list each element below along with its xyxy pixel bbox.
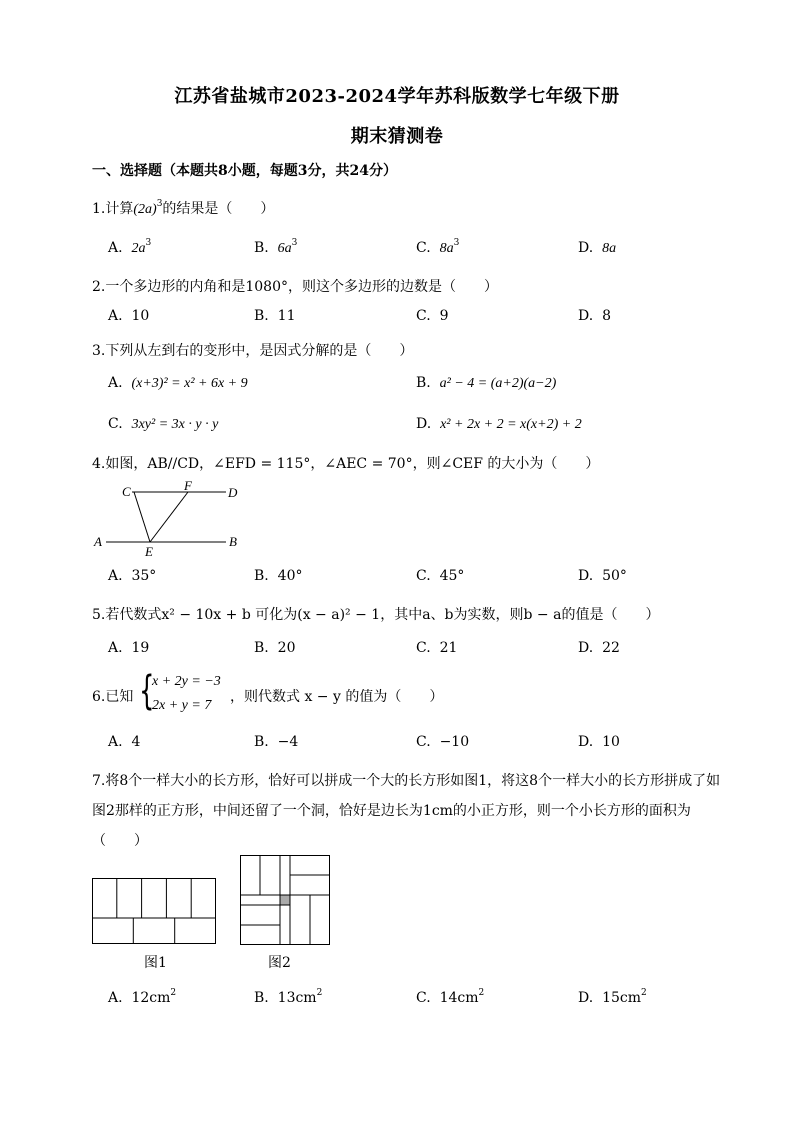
q7-option-c[interactable]: C. $14cm^2$: [416, 988, 485, 1006]
q7-figure-2: [240, 855, 330, 945]
q7-figure-1: [92, 878, 216, 944]
q1-suffix: 的结果是（ ）: [162, 201, 275, 217]
question-5: 5.若代数式x² − 10x + b 可化为(x − a)² − 1，其中a、b为实数，则b − a的值是（ ）: [92, 607, 660, 623]
q2-option-d[interactable]: D. 8: [578, 308, 612, 324]
q1-option-c[interactable]: C. $8a^3$: [416, 238, 460, 256]
q5-option-c[interactable]: C. 21: [416, 640, 458, 656]
q1-option-d[interactable]: D. 8a: [578, 240, 617, 256]
q4-option-d[interactable]: D. 50°: [578, 568, 627, 584]
q2-option-b[interactable]: B. 11: [254, 308, 296, 324]
exam-title: 江苏省盐城市2023-2024学年苏科版数学七年级下册: [174, 86, 620, 107]
q1-option-b[interactable]: B. $6a^3$: [254, 238, 298, 256]
q6-option-d[interactable]: D. 10: [578, 734, 620, 750]
q6-option-c[interactable]: C. −10: [416, 734, 470, 750]
label-b: B: [229, 534, 237, 549]
q2-option-c[interactable]: C. 9: [416, 308, 449, 324]
fig2-caption: 图2: [268, 955, 291, 971]
q1-exp: 3: [156, 199, 163, 209]
q6-prefix: 6.已知: [92, 689, 134, 705]
brace-symbol: {: [139, 668, 155, 714]
q2-option-a[interactable]: A. 10: [108, 308, 150, 324]
segment-fe: [150, 492, 188, 542]
q3-option-b[interactable]: B. a² − 4 = (a+2)(a−2): [416, 375, 557, 391]
fig1-outline: [93, 879, 216, 944]
q5-option-b[interactable]: B. 20: [254, 640, 296, 656]
q4-figure: [92, 478, 252, 558]
q4-option-b[interactable]: B. 40°: [254, 568, 303, 584]
segment-ce: [134, 492, 150, 542]
q3-option-c[interactable]: C. 3xy² = 3x · y · y: [108, 416, 219, 432]
question-4: 4.如图，AB//CD，∠EFD = 115°，∠AEC = 70°，则∠CEF 的大小为（ ）: [92, 456, 600, 472]
q7-option-b[interactable]: B. $13cm^2$: [254, 988, 323, 1006]
label-f: F: [184, 478, 192, 493]
label-e: E: [145, 544, 153, 558]
q6-equation-1: x + 2y = −3: [152, 674, 221, 689]
label-d: D: [228, 485, 238, 500]
q3-option-d[interactable]: D. x² + 2x + 2 = x(x+2) + 2: [416, 416, 582, 432]
q7-option-a[interactable]: A. $12cm^2$: [108, 988, 177, 1006]
q1-prefix: 1.计算: [92, 201, 134, 217]
fig1-caption: 图1: [144, 955, 167, 971]
q3-option-a[interactable]: A. (x+3)² = x² + 6x + 9: [108, 375, 248, 391]
q5-option-d[interactable]: D. 22: [578, 640, 620, 656]
q6-option-a[interactable]: A. 4: [108, 734, 141, 750]
q6-equation-2: 2x + y = 7: [152, 698, 212, 713]
q6-suffix: ，则代数式 x − y 的值为（ ）: [230, 689, 444, 705]
q1-expr: (2a): [133, 202, 157, 217]
q1-option-a[interactable]: A. $2a^3$: [108, 238, 152, 256]
q7-option-d[interactable]: D. $15cm^2$: [578, 988, 647, 1006]
q4-option-a[interactable]: A. 35°: [108, 568, 157, 584]
question-3: 3.下列从左到右的变形中，是因式分解的是（ ）: [92, 343, 414, 359]
question-1: [92, 198, 274, 218]
question-2: 2.一个多边形的内角和是1080°，则这个多边形的边数是（ ）: [92, 279, 498, 295]
exam-subtitle: 期末猜测卷: [350, 126, 444, 147]
q6-option-b[interactable]: B. −4: [254, 734, 299, 750]
q5-option-a[interactable]: A. 19: [108, 640, 150, 656]
label-a: A: [94, 534, 102, 549]
section-heading: 一、选择题（本题共8小题，每题3分，共24分）: [92, 163, 397, 179]
label-c: C: [122, 484, 131, 499]
q4-option-c[interactable]: C. 45°: [416, 568, 465, 584]
fig2-hole-square: [280, 895, 290, 905]
question-7: 7.将8个一样大小的长方形，恰好可以拼成一个大的长方形如图1，将这8个一样大小的长方形拼成了如图2那样的正方形，中间还留了一个洞，恰好是边长为1cm的小正方形，则一个小长方形的面积为（ ）: [92, 773, 721, 849]
question-6: [92, 668, 612, 722]
